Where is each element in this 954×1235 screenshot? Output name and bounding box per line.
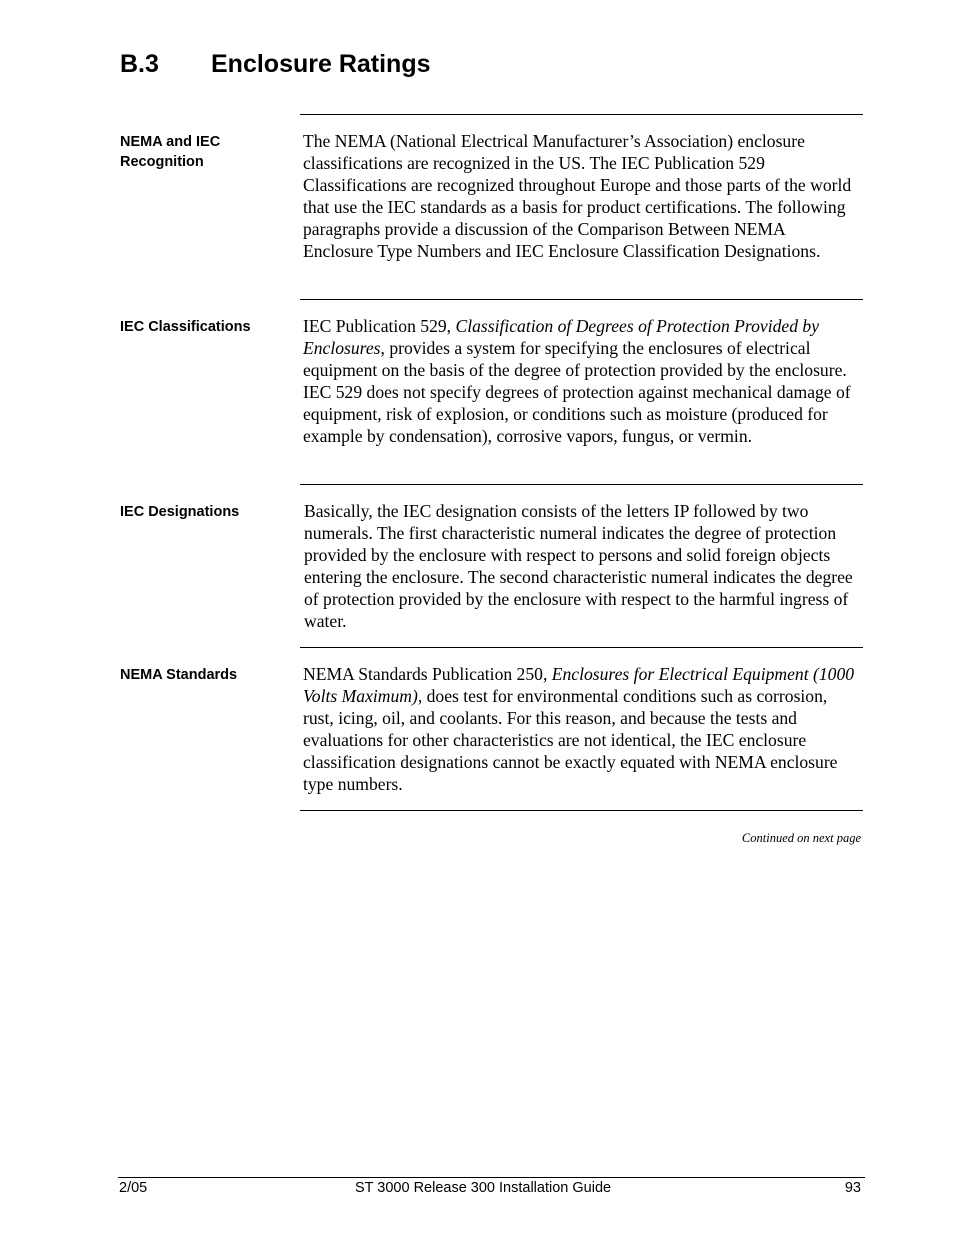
block-text-iec-designations: Basically, the IEC designation consists of the letters IP followed by two numerals. The first characteristic numeral indicates the degree of protection provided by the enclosure with respect to persons and solid foreign objects entering the enclosure. The second characteristic numeral indicates the degree of protection provided by the enclosure with respect to the harmful ingress of water. bbox=[304, 501, 853, 631]
continued-note: Continued on next page bbox=[741, 831, 861, 845]
footer-divider bbox=[118, 1177, 865, 1178]
divider bbox=[300, 114, 863, 115]
text-prefix: NEMA Standards Publication 250, bbox=[303, 664, 552, 684]
section-heading bbox=[120, 50, 431, 79]
divider bbox=[300, 299, 863, 300]
block-text-iec-classifications bbox=[303, 316, 855, 447]
block-label-nema-standards: NEMA Standards bbox=[120, 667, 238, 683]
publication-title: Enclosures for Electrical Equipment (1000 Volts Maximum), bbox=[303, 664, 855, 706]
divider bbox=[300, 810, 863, 811]
section-title: Enclosure Ratings bbox=[211, 50, 431, 78]
block-text-nema-standards bbox=[303, 664, 855, 795]
text-prefix: IEC Publication 529, bbox=[303, 316, 456, 336]
page-number: 93 bbox=[844, 1180, 861, 1196]
block-label-iec-designations: IEC Designations bbox=[120, 504, 240, 520]
section-number: B.3 bbox=[120, 50, 159, 78]
block-label-nema-iec-recognition: NEMA and IEC Recognition bbox=[120, 134, 221, 170]
block-label-iec-classifications: IEC Classifications bbox=[120, 319, 251, 335]
text-suffix: , provides a system for specifying the enclosures of electrical equipment on the basis of the degree of protection provided by the enclosure. IEC 529 does not specify degrees of protection against mechanical damage of equipment, risk of explosion, or conditions such as moisture (produced for example by condensation), corrosive vapors, fungus, or vermin. bbox=[303, 337, 851, 446]
footer-date: 2/05 bbox=[119, 1180, 148, 1196]
publication-title: Classification of Degrees of Protection Provided by Enclosures bbox=[303, 316, 820, 358]
divider bbox=[300, 647, 863, 648]
footer-title: ST 3000 Release 300 Installation Guide bbox=[355, 1180, 612, 1196]
divider bbox=[300, 484, 863, 485]
block-text-nema-iec-recognition: The NEMA (National Electrical Manufacturer’s Association) enclosure classifications are recognized in the US. The IEC Publication 529 Classifications are recognized throughout Europe and those parts of the world that use the IEC standards as a basis for product certifications. The following paragraphs provide a discussion of the Comparison Between NEMA Enclosure Type Numbers and IEC Enclosure Classification Designations. bbox=[303, 131, 852, 261]
text-suffix: does test for environmental conditions such as corrosion, rust, icing, oil, and coolants. For this reason, and because the tests and evaluations for other characteristics are not identical, the IEC enclosure classification designations cannot be exactly equated with NEMA enclosure type numbers. bbox=[303, 685, 838, 794]
